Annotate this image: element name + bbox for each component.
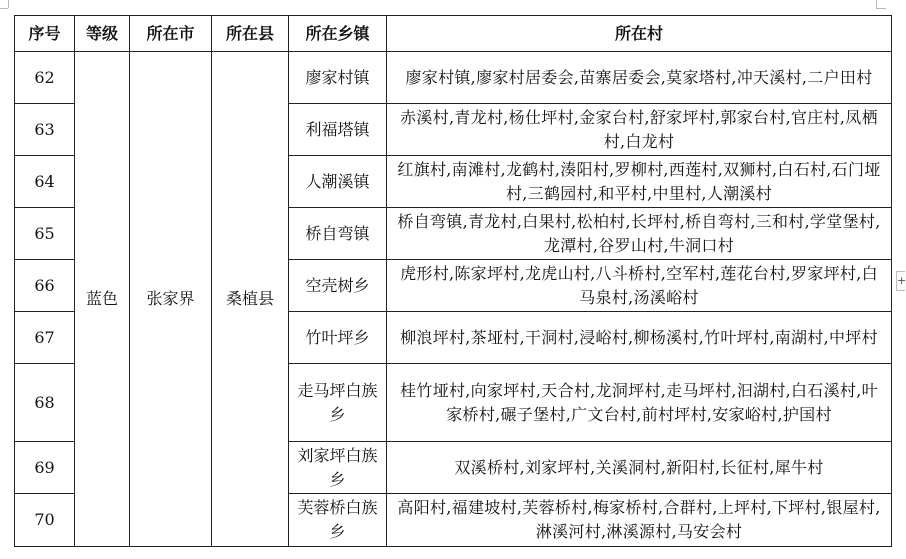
table-row [15, 52, 892, 104]
town-cell: 刘家坪白族乡 [289, 442, 387, 494]
row-no: 67 [15, 312, 75, 364]
village-table [14, 15, 892, 547]
villages-cell: 双溪桥村,刘家坪村,关溪洞村,新阳村,长征村,犀牛村 [387, 442, 892, 494]
town-cell: 芙蓉桥白族乡 [289, 494, 387, 547]
county-cell: 桑植县 [212, 52, 289, 547]
header-villages: 所在村 [387, 16, 892, 52]
grade-cell: 蓝色 [75, 52, 130, 547]
row-no: 62 [15, 52, 75, 104]
header-city: 所在市 [130, 16, 212, 52]
villages-cell: 桥自弯镇,青龙村,白果村,松柏村,长坪村,桥自弯村,三和村,学堂堡村,龙潭村,谷罗山村,牛洞口村 [387, 208, 892, 260]
header-no: 序号 [15, 16, 75, 52]
villages-cell: 廖家村镇,廖家村居委会,苗寨居委会,莫家塔村,冲天溪村,二户田村 [387, 52, 892, 104]
villages-cell: 红旗村,南滩村,龙鹤村,湊阳村,罗柳村,西莲村,双狮村,白石村,石门垭村,三鹤园村,和平村,中里村,人潮溪村 [387, 156, 892, 208]
town-cell: 廖家村镇 [289, 52, 387, 104]
header-town: 所在乡镇 [289, 16, 387, 52]
city-cell: 张家界 [130, 52, 212, 547]
villages-cell: 虎形村,陈家坪村,龙虎山村,八斗桥村,空军村,莲花台村,罗家坪村,白马泉村,汤溪峪村 [387, 260, 892, 312]
header-county: 所在县 [212, 16, 289, 52]
town-cell: 桥自弯镇 [289, 208, 387, 260]
villages-cell: 赤溪村,青龙村,杨仕坪村,金家台村,舒家坪村,郭家台村,官庄村,凤栖村,白龙村 [387, 104, 892, 156]
town-cell: 空壳树乡 [289, 260, 387, 312]
row-no: 69 [15, 442, 75, 494]
header-grade: 等级 [75, 16, 130, 52]
row-no: 70 [15, 494, 75, 547]
town-cell: 人潮溪镇 [289, 156, 387, 208]
town-cell: 走马坪白族乡 [289, 364, 387, 442]
villages-cell: 柳浪坪村,茶垭村,干洞村,浸峪村,柳杨溪村,竹叶坪村,南湖村,中坪村 [387, 312, 892, 364]
add-row-icon[interactable]: + [896, 271, 905, 291]
row-no: 68 [15, 364, 75, 442]
villages-cell: 高阳村,福建坡村,芙蓉桥村,梅家桥村,合群村,上坪村,下坪村,银屋村,淋溪河村,淋溪源村,马安会村 [387, 494, 892, 547]
page-corner-mark [876, 8, 886, 9]
page-corner-mark [876, 0, 877, 8]
row-no: 65 [15, 208, 75, 260]
town-cell: 利福塔镇 [289, 104, 387, 156]
page-corner-mark [8, 0, 9, 8]
villages-cell: 桂竹垭村,向家坪村,天合村,龙洞坪村,走马坪村,汩湖村,白石溪村,叶家桥村,碾子堡村,广文台村,前村坪村,安家峪村,护国村 [387, 364, 892, 442]
row-no: 66 [15, 260, 75, 312]
table-header-row [15, 16, 892, 52]
page-corner-mark [0, 8, 8, 9]
row-no: 64 [15, 156, 75, 208]
town-cell: 竹叶坪乡 [289, 312, 387, 364]
row-no: 63 [15, 104, 75, 156]
